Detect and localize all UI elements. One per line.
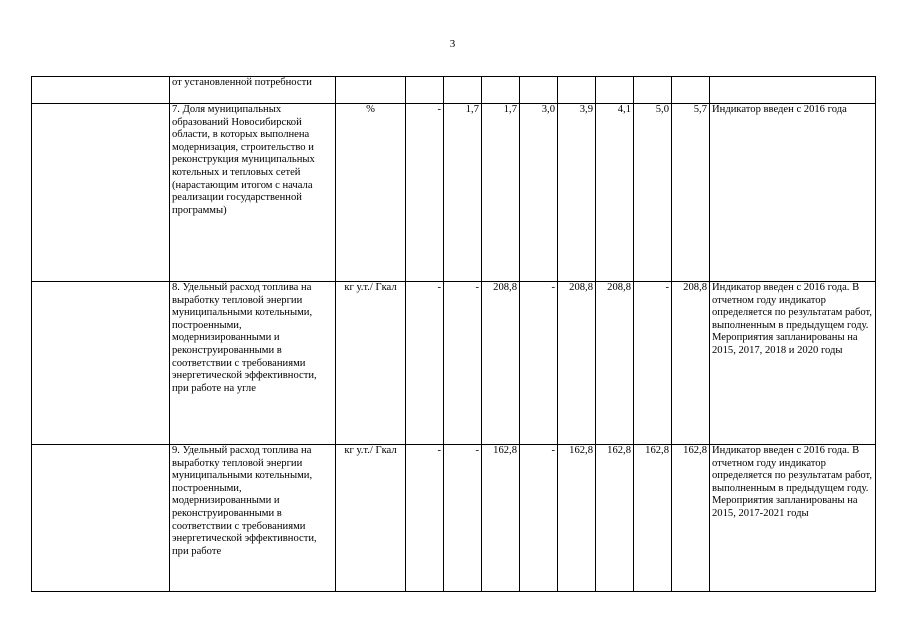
value-cell: - <box>520 445 558 592</box>
note-cell <box>710 77 876 104</box>
unit-cell: кг у.т./ Гкал <box>336 445 406 592</box>
page-number: 3 <box>449 38 456 50</box>
indicator-cell: от установленной потребности <box>170 77 336 104</box>
value-cell: 5,0 <box>634 104 672 282</box>
value-cell: - <box>406 104 444 282</box>
value-cell: - <box>520 282 558 445</box>
value-cell: - <box>406 282 444 445</box>
value-cell <box>558 77 596 104</box>
unit-cell: % <box>336 104 406 282</box>
value-cell: - <box>444 445 482 592</box>
value-cell: 4,1 <box>596 104 634 282</box>
value-cell: 162,8 <box>558 445 596 592</box>
program-cell <box>32 282 170 445</box>
value-cell: 208,8 <box>596 282 634 445</box>
indicator-table <box>31 76 876 592</box>
table-row <box>32 445 876 592</box>
value-cell: 5,7 <box>672 104 710 282</box>
value-cell <box>634 77 672 104</box>
value-cell <box>482 77 520 104</box>
table-row <box>32 104 876 282</box>
value-cell: 162,8 <box>482 445 520 592</box>
value-cell: 3,9 <box>558 104 596 282</box>
value-cell: 3,0 <box>520 104 558 282</box>
note-cell: Индикатор введен с 2016 года <box>710 104 876 282</box>
value-cell: 1,7 <box>482 104 520 282</box>
unit-cell <box>336 77 406 104</box>
value-cell <box>444 77 482 104</box>
program-cell <box>32 445 170 592</box>
value-cell: 162,8 <box>596 445 634 592</box>
value-cell: 208,8 <box>482 282 520 445</box>
value-cell <box>672 77 710 104</box>
value-cell: 208,8 <box>558 282 596 445</box>
note-cell: Индикатор введен с 2016 года. В отчетном году индикатор определяется по результатам работ, выполненным в предыдущем году. Мероприятия запланированы на 2015, 2017-2021 годы <box>710 445 876 592</box>
program-cell <box>32 104 170 282</box>
indicator-cell: 9. Удельный расход топлива на выработку тепловой энергии муниципальными котельными, построенными, модернизированными и реконструированными в соответствии с требованиями энергетической эффективности, при работе <box>170 445 336 592</box>
note-cell: Индикатор введен с 2016 года. В отчетном году индикатор определяется по результатам работ, выполненным в предыдущем году. Мероприятия запланированы на 2015, 2017, 2018 и 2020 годы <box>710 282 876 445</box>
value-cell: - <box>444 282 482 445</box>
value-cell <box>596 77 634 104</box>
value-cell: 1,7 <box>444 104 482 282</box>
table-row <box>32 77 876 104</box>
value-cell: 162,8 <box>672 445 710 592</box>
table-row <box>32 282 876 445</box>
value-cell <box>406 77 444 104</box>
indicator-cell: 8. Удельный расход топлива на выработку тепловой энергии муниципальными котельными, построенными, модернизированными и реконструированными в соответствии с требованиями энергетической эффективности, при работе на угле <box>170 282 336 445</box>
indicator-cell: 7. Доля муниципальных образований Новосибирской области, в которых выполнена модернизация, строительство и реконструкция муниципальных котельных и тепловых сетей (нарастающим итогом с начала реализации государственной программы) <box>170 104 336 282</box>
value-cell: 208,8 <box>672 282 710 445</box>
value-cell: - <box>634 282 672 445</box>
value-cell: 162,8 <box>634 445 672 592</box>
program-cell <box>32 77 170 104</box>
value-cell: - <box>406 445 444 592</box>
unit-cell: кг у.т./ Гкал <box>336 282 406 445</box>
value-cell <box>520 77 558 104</box>
